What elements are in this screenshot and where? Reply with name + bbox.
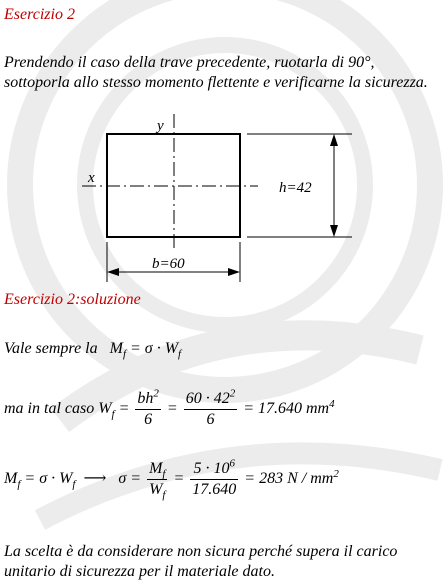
fraction-bh2-over-6: $\frac{bh^2}{6}$ — [137, 387, 159, 428]
y-axis-label: y — [157, 118, 164, 134]
fraction-5e6-over-17640: $\frac{5 \cdot 10^6}{17.640}$ — [192, 457, 237, 498]
equation-line-1: Vale sempre la $M_f = \sigma \cdot W_f$ — [4, 340, 182, 361]
base-label: b=60 — [152, 256, 185, 272]
height-arrow-top — [330, 134, 338, 146]
line2-text: ma in tal caso — [4, 400, 95, 418]
equation-line-3: $M_f = \sigma \cdot W_f$ ⟶ σ = $\frac{M_f}{W_f}$ = $\frac{5 \cdot 10^6}{17.640}$ = 283 N / $mm^2$ — [4, 457, 339, 502]
exercise-statement: Prendendo il caso della trave precedente, ruotarla di 90°, sottoporla allo stesso momento flettente e verificarne la sicurezza. — [4, 54, 428, 91]
solution-title: Esercizio 2:soluzione — [4, 291, 141, 308]
implies-arrow: ⟶ — [83, 470, 107, 488]
height-arrow-bottom — [330, 225, 338, 237]
exercise-title: Esercizio 2 — [4, 6, 75, 23]
fraction-60x42sq-over-6: $\frac{60 \cdot 42^2}{6}$ — [185, 387, 236, 428]
cross-section-diagram — [0, 112, 447, 287]
fraction-Mf-over-Wf: $\frac{M_f}{W_f}$ — [149, 460, 166, 502]
base-arrow-right — [228, 268, 240, 276]
height-label: h=42 — [279, 180, 312, 196]
conclusion-text: La scelta è da considerare non sicura perché supera il carico unitario di sicurezza per il materiale dato. — [4, 543, 398, 580]
equation-line-2: ma in tal caso $W_f$ = $\frac{bh^2}{6}$ = $\frac{60 \cdot 42^2}{6}$ = 17.640 $mm^4$ — [4, 387, 335, 428]
base-arrow-left — [107, 268, 119, 276]
line1-text: Vale sempre la — [4, 340, 98, 357]
x-axis-label: x — [88, 170, 95, 186]
